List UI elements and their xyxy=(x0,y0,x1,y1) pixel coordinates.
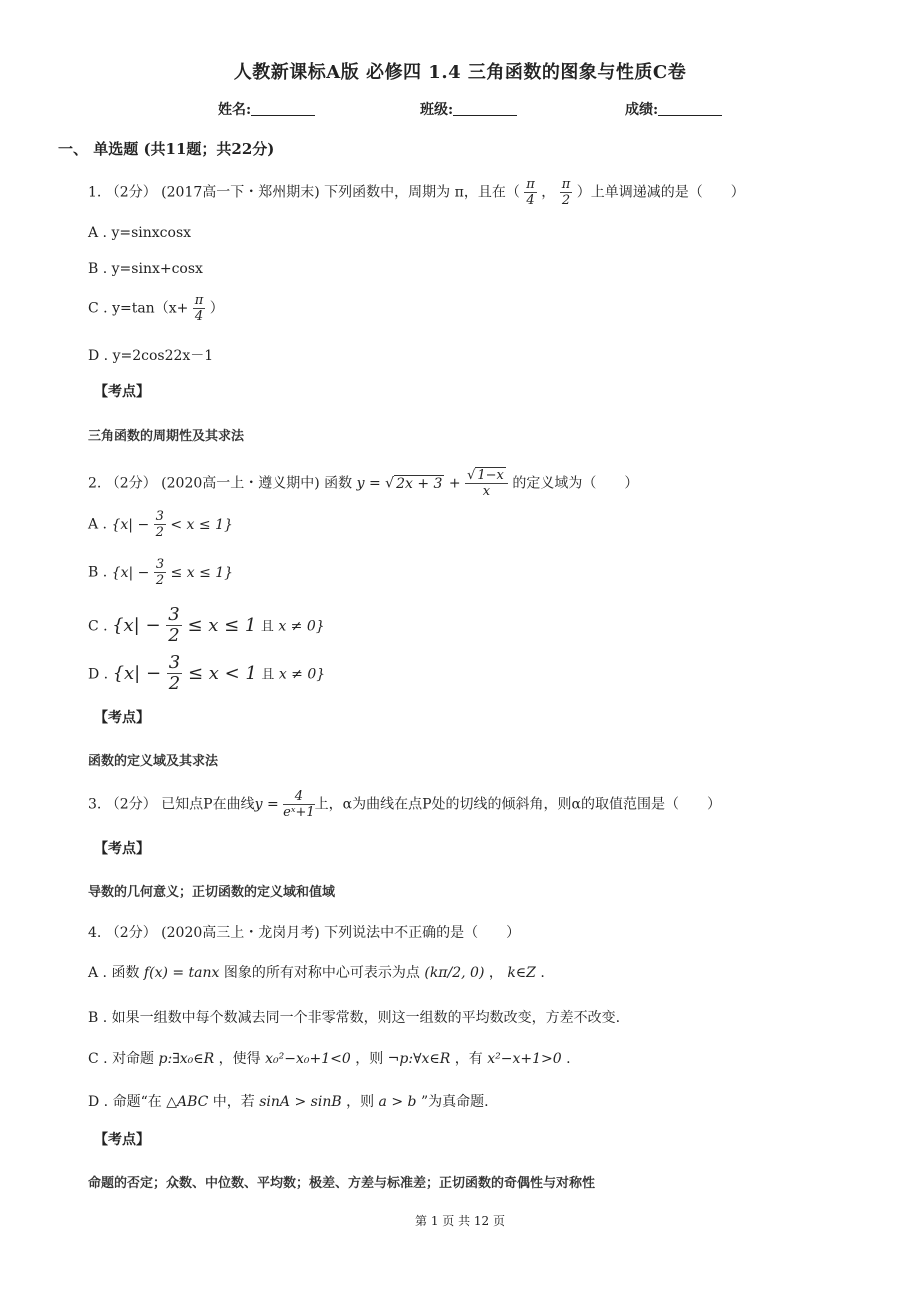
q4-option-c: C . 对命题 p:∃x₀∈R ，使得 x₀²−x₀+1<0 ，则 ¬p:∀x∈R ，有 x²−x+1>0 . xyxy=(88,1051,571,1067)
q4-kaodian-label: 【考点】 xyxy=(94,1132,150,1148)
q1-option-a: A . y=sinxcosx xyxy=(88,225,192,241)
q3-knowledge-point: 导数的几何意义；正切函数的定义域和值域 xyxy=(88,885,336,900)
q4-stem: 4. （2分） (2020高三上・龙岗月考) 下列说法中不正确的是（ ） xyxy=(88,925,521,941)
page-footer: 第 1 页 共 12 页 xyxy=(415,1214,505,1228)
q1-comma: ， xyxy=(541,184,556,201)
q2-option-a: A . {x| − $\frac{3}{2}$ < x ≤ 1} xyxy=(88,509,233,540)
q2-stem-b: 的定义域为（ ） xyxy=(512,475,639,492)
q3-stem-a: 3. （2分） 已知点P在曲线 xyxy=(88,796,255,813)
name-field xyxy=(218,99,315,119)
q1-stem xyxy=(88,178,745,207)
q1-frac-pi4: $\frac{\pi}{4}$ xyxy=(526,177,535,208)
q1-kaodian-label: 【考点】 xyxy=(94,384,150,400)
q1-knowledge-point: 三角函数的周期性及其求法 xyxy=(88,429,245,444)
class-blank xyxy=(453,101,517,116)
q4-option-b: B . 如果一组数中每个数减去同一个非零常数，则这一组数的平均数改变，方差不改变. xyxy=(88,1010,621,1026)
q1-frac-pi2: $\frac{\pi}{2}$ xyxy=(561,177,571,208)
q2-formula: y = √ 2x + 3 + $\frac{√ 1-x}{x}$ xyxy=(357,469,508,498)
score-label: 成绩: xyxy=(625,102,659,118)
score-blank xyxy=(658,101,722,116)
q1-stem-b: ）上单调递减的是（ ） xyxy=(576,184,745,201)
q1-option-d: D . y=2cos22x－1 xyxy=(88,348,214,364)
q3-kaodian-label: 【考点】 xyxy=(94,841,150,857)
class-field xyxy=(420,99,517,119)
score-field xyxy=(625,99,722,119)
q2-option-b: B . {x| − $\frac{3}{2}$ ≤ x ≤ 1} xyxy=(88,557,234,588)
q2-stem-a: 2. （2分） (2020高一上・遵义期中) 函数 xyxy=(88,475,353,492)
page-title: 人教新课标A版 必修四 1.4 三角函数的图象与性质C卷 xyxy=(233,62,687,83)
q2-option-c: C . {x| − $\frac{3}{2}$ ≤ x ≤ 1 且 x ≠ 0} xyxy=(88,604,325,646)
q4-knowledge-point: 命题的否定；众数、中位数、平均数；极差、方差与标准差；正切函数的奇偶性与对称性 xyxy=(88,1176,596,1191)
q3-stem xyxy=(88,790,721,819)
q2-kaodian-label: 【考点】 xyxy=(94,710,150,726)
q1-stem-a: 1. （2分） (2017高一下・郑州期末) 下列函数中，周期为 π，且在（ xyxy=(88,184,520,201)
section-heading: 一、 单选题 (共11题；共22分) xyxy=(58,140,275,158)
q2-option-d: D . {x| − $\frac{3}{2}$ ≤ x < 1 且 x ≠ 0} xyxy=(88,652,326,694)
q1-c-frac: $\frac{\pi}{4}$ xyxy=(194,293,204,324)
q3-stem-b: 上，α为曲线在点P处的切线的倾斜角，则α的取值范围是（ ） xyxy=(314,796,721,813)
q1-option-c: C . y=tan（x+ $\frac{\pi}{4}$ ） xyxy=(88,293,224,324)
q1-option-b: B . y=sinx+cosx xyxy=(88,261,203,277)
name-label: 姓名: xyxy=(218,102,252,118)
q3-formula: y = $\frac{4}{\text{eˣ+1}}$ xyxy=(254,789,315,820)
class-label: 班级: xyxy=(420,102,454,118)
q2-knowledge-point: 函数的定义域及其求法 xyxy=(88,754,219,769)
name-blank xyxy=(251,101,315,116)
q2-stem xyxy=(88,469,638,498)
q4-option-a: A . 函数 f(x) = tanx 图象的所有对称中心可表示为点 (kπ/2, 0) ， k∈Z . xyxy=(88,965,545,981)
q4-option-d: D . 命题“在 △ABC 中，若 sinA > sinB ，则 a > b ”为真命题. xyxy=(88,1094,489,1110)
